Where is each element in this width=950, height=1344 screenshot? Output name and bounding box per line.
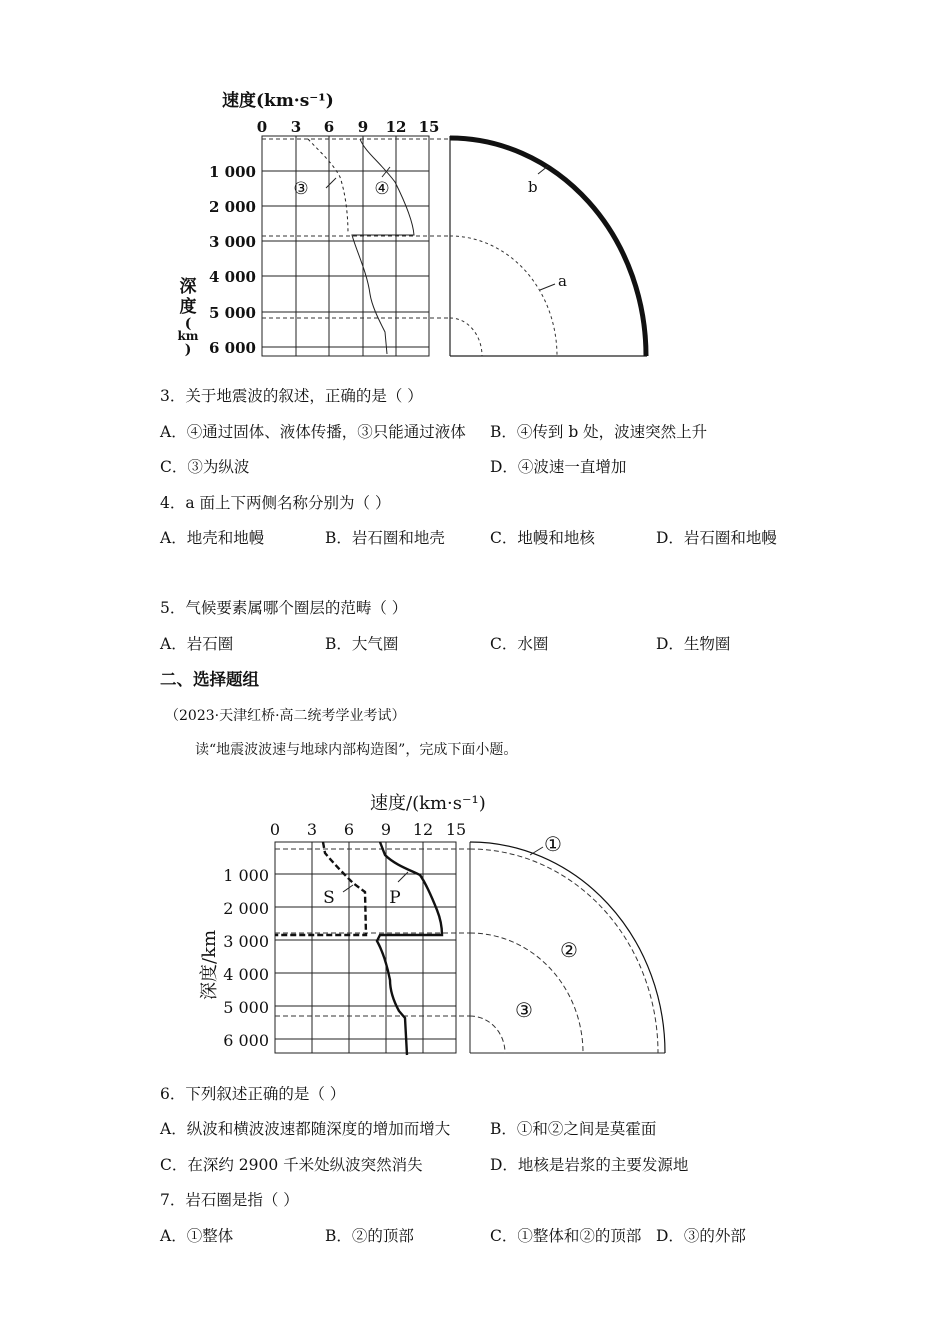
- fig2-x-tick: 0: [269, 820, 281, 839]
- figure-1: [170, 82, 660, 364]
- q3-stem: 3．关于地震波的叙述，正确的是（ ）: [160, 387, 423, 405]
- fig1-inner-core-boundary: [450, 318, 482, 356]
- q6-option-a[interactable]: A．纵波和横波波速都随深度的增加而增大: [160, 1120, 451, 1138]
- fig1-grid: [262, 136, 429, 356]
- q3-option-a[interactable]: A．④通过固体、液体传播，③只能通过液体: [160, 423, 466, 441]
- fig1-y-tick: 4 000: [209, 268, 256, 286]
- fig1-x-tick: 12: [385, 118, 407, 136]
- fig2-grid: [275, 842, 456, 1053]
- fig2-s-leader: [343, 885, 353, 892]
- fig1-y-tick: 2 000: [209, 198, 256, 216]
- fig1-x-tick: 9: [357, 118, 369, 136]
- fig2-curve-label-s: S: [323, 888, 335, 908]
- fig2-y-label: 深度/km: [199, 929, 220, 1000]
- fig2-x-tick: 15: [445, 820, 467, 839]
- fig1-crust-arc: [450, 138, 646, 356]
- fig1-curve-label-3: ③: [293, 179, 309, 199]
- fig1-y-tick: 3 000: [209, 233, 256, 251]
- fig2-label1-leader: [530, 847, 543, 855]
- fig1-y-tick: 1 000: [209, 163, 256, 181]
- q3-option-b[interactable]: B．④传到 b 处，波速突然上升: [490, 423, 708, 441]
- fig2-inner-core-arc: [470, 1016, 505, 1053]
- fig2-layer-label-1: ①: [544, 832, 562, 856]
- fig1-x-tick: 3: [290, 118, 302, 136]
- figure-2-svg: [185, 785, 675, 1060]
- fig1-y-label: km: [177, 329, 199, 343]
- q5-option-c[interactable]: C．水圈: [490, 635, 549, 653]
- fig1-layer-label-b: b: [528, 178, 538, 196]
- section-2-heading: 二、选择题组: [160, 670, 259, 689]
- fig2-y-tick: 1 000: [223, 866, 269, 885]
- q3-option-c[interactable]: C．③为纵波: [160, 458, 250, 476]
- q7-stem: 7．岩石圈是指（ ）: [160, 1191, 299, 1209]
- fig2-s-wave-curve: [275, 842, 366, 935]
- section-2-source: （2023·天津红桥·高二统考学业考试）: [165, 708, 406, 724]
- fig1-b-leader: [538, 166, 548, 174]
- q5-option-b[interactable]: B．大气圈: [325, 635, 399, 653]
- fig1-y-label: (: [184, 316, 192, 332]
- fig1-x-tick: 6: [323, 118, 335, 136]
- fig1-x-tick: 0: [256, 118, 268, 136]
- q7-option-d[interactable]: D．③的外部: [656, 1227, 746, 1245]
- fig2-curve-label-p: P: [389, 888, 401, 908]
- q6-option-d[interactable]: D．地核是岩浆的主要发源地: [490, 1156, 689, 1174]
- q7-option-c[interactable]: C．①整体和②的顶部: [490, 1227, 642, 1245]
- fig2-x-tick: 12: [412, 820, 434, 839]
- q4-option-d[interactable]: D．岩石圈和地幔: [656, 529, 777, 547]
- fig2-y-tick: 2 000: [223, 899, 269, 918]
- q5-option-d[interactable]: D．生物圈: [656, 635, 731, 653]
- fig1-x-tick: 15: [418, 118, 440, 136]
- fig1-y-tick: 5 000: [209, 304, 256, 322]
- q4-option-a[interactable]: A．地壳和地幔: [160, 529, 265, 547]
- fig2-axis-title: 速度/(km·s⁻¹): [370, 793, 486, 814]
- q6-stem: 6．下列叙述正确的是（ ）: [160, 1085, 346, 1103]
- q4-option-c[interactable]: C．地幔和地核: [490, 529, 595, 547]
- fig1-y-label: 度: [179, 297, 197, 317]
- fig1-y-label: ): [184, 342, 192, 358]
- figure-1-svg: [170, 82, 660, 364]
- q7-option-a[interactable]: A．①整体: [160, 1227, 234, 1245]
- q3-option-d[interactable]: D．④波速一直增加: [490, 458, 627, 476]
- q4-stem: 4．a 面上下两侧名称分别为（ ）: [160, 494, 391, 512]
- fig1-boundary-lines: [262, 139, 450, 318]
- fig1-curve-label-4: ④: [374, 179, 390, 199]
- fig2-y-tick: 3 000: [223, 932, 269, 951]
- q7-option-b[interactable]: B．②的顶部: [325, 1227, 414, 1245]
- fig1-mantle-core-boundary: [450, 236, 557, 356]
- fig2-y-tick: 5 000: [223, 998, 269, 1017]
- q5-stem: 5．气候要素属哪个圈层的范畴（ ）: [160, 599, 408, 617]
- fig1-y-label: 深: [179, 277, 197, 297]
- fig2-y-tick: 4 000: [223, 965, 269, 984]
- figure-2: [185, 785, 675, 1060]
- q6-option-c[interactable]: C．在深约 2900 千米处纵波突然消失: [160, 1156, 423, 1174]
- fig1-axis-title: 速度(km·s⁻¹): [222, 91, 334, 111]
- fig2-layer-label-2: ②: [560, 938, 578, 962]
- fig1-s-wave-leader: [326, 178, 336, 188]
- fig1-a-leader: [540, 284, 555, 290]
- q6-option-b[interactable]: B．①和②之间是莫霍面: [490, 1120, 657, 1138]
- fig1-layer-label-a: a: [558, 272, 567, 290]
- fig2-x-tick: 9: [380, 820, 392, 839]
- fig1-y-tick: 6 000: [209, 339, 256, 357]
- section-2-intro: 读“地震波波速与地球内部构造图”，完成下面小题。: [195, 742, 518, 758]
- fig2-y-tick: 6 000: [223, 1031, 269, 1050]
- q5-option-a[interactable]: A．岩石圈: [160, 635, 234, 653]
- q4-option-b[interactable]: B．岩石圈和地壳: [325, 529, 445, 547]
- fig2-layer-label-3: ③: [515, 998, 533, 1022]
- fig2-x-tick: 6: [343, 820, 355, 839]
- fig2-x-tick: 3: [306, 820, 318, 839]
